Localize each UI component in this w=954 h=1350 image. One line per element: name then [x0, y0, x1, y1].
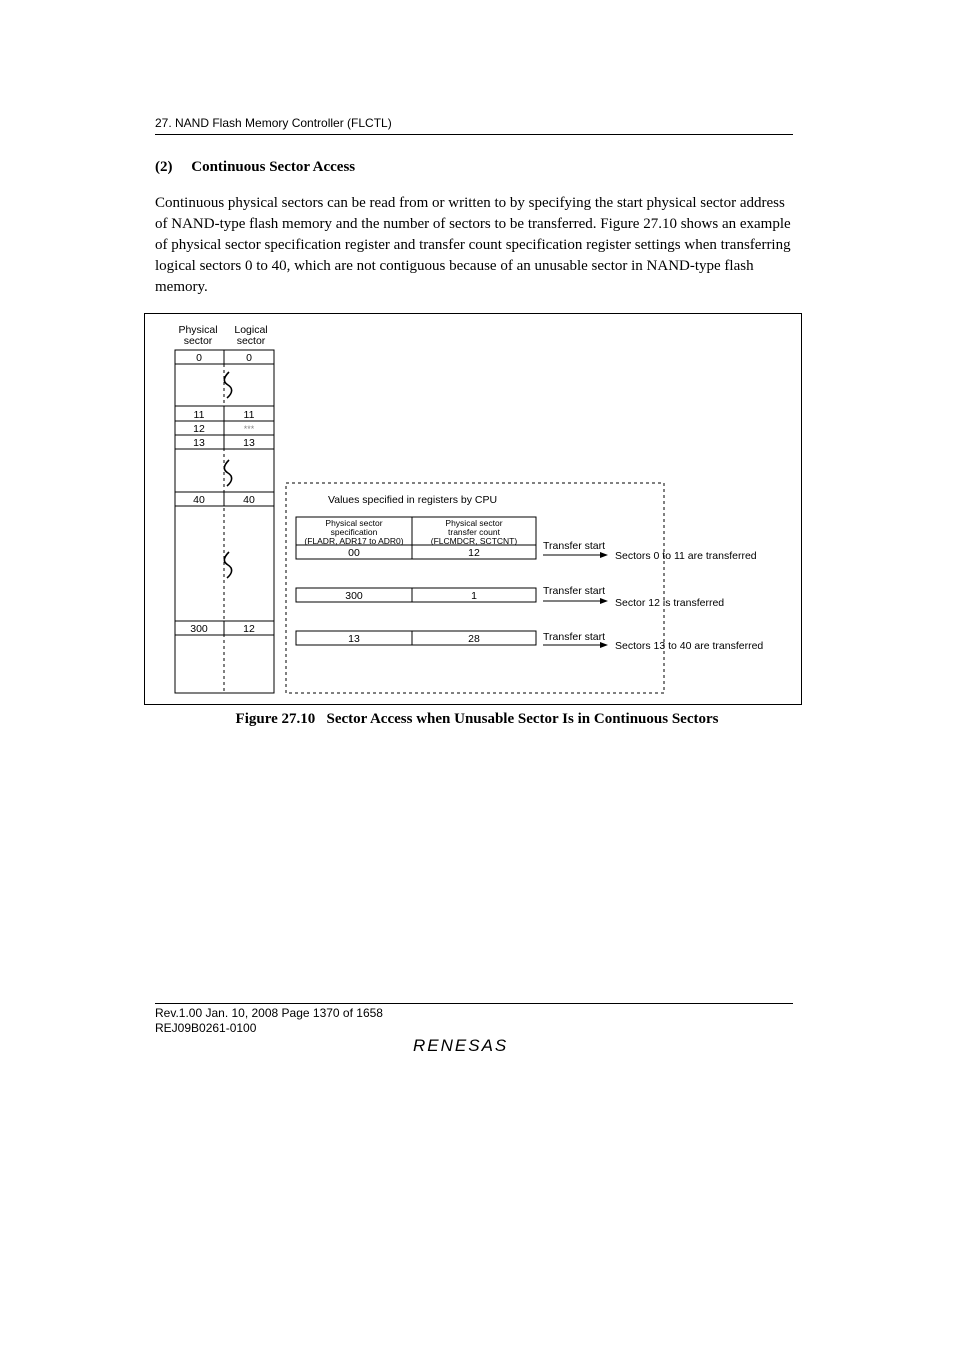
reg-header-spec-line2: specification	[330, 527, 378, 537]
row-40-physical: 40	[193, 494, 205, 506]
row-13-logical: 13	[243, 437, 255, 449]
section-heading: (2) Continuous Sector Access	[155, 159, 356, 175]
reg-header-count-line2: transfer count	[448, 527, 500, 537]
col-header-logical-line2: sector	[236, 335, 266, 347]
figure-caption: Figure 27.10 Sector Access when Unusable Sector Is in Continuous Sectors	[235, 711, 719, 727]
transfer-2-result: Sector 12 is transferred	[615, 597, 725, 609]
row-11-physical: 11	[193, 409, 205, 421]
reg-header-count-line3: (FLCMDCR, SCTCNT)	[430, 536, 518, 546]
footer-rule	[155, 1003, 793, 1004]
transfer-1-arrowhead	[600, 552, 608, 558]
transfer-1-label: Transfer start	[543, 540, 606, 552]
footer-document-number: REJ09B0261-0100	[155, 1021, 257, 1035]
row-0-physical: 0	[196, 352, 202, 364]
body-paragraph: Continuous physical sectors can be read from or written to by specifying the start physical sector address of NAND-type flash memory and the number of sectors to be transferred. Figure 27.10 shows an example of physical sector specification register and transfer count specification register settings when transferring logical sectors 0 to 40, which are not contiguous because of an unusable sector in NAND-type flash memory.	[155, 195, 791, 295]
transfer-3-result: Sectors 13 to 40 are transferred	[615, 640, 764, 652]
header-rule	[155, 134, 793, 135]
row-0-logical: 0	[246, 352, 252, 364]
row-11-logical: 11	[243, 409, 255, 421]
break-mark-1	[224, 372, 231, 398]
row-13-physical: 13	[193, 437, 205, 449]
figure-27-10	[144, 313, 802, 705]
transfer-1-spec: 00	[348, 547, 360, 559]
transfer-2-arrowhead	[600, 598, 608, 604]
break-mark-3	[224, 552, 231, 578]
transfer-3-label: Transfer start	[543, 631, 606, 643]
row-300-logical: 12	[243, 623, 255, 635]
registers-title: Values specified in registers by CPU	[328, 494, 498, 506]
transfer-2-count: 1	[471, 590, 477, 602]
transfer-3-count: 28	[468, 633, 480, 645]
row-12-logical-unusable: ***	[243, 424, 255, 434]
row-40-logical: 40	[243, 494, 255, 506]
renesas-logo-text: RENESAS	[413, 1036, 509, 1055]
footer-revision: Rev.1.00 Jan. 10, 2008 Page 1370 of 1658	[155, 1006, 383, 1020]
reg-header-count-line1: Physical sector	[445, 518, 503, 528]
break-mark-2	[224, 460, 231, 486]
reg-header-spec-line3: (FLADR, ADR17 to ADR0)	[304, 536, 404, 546]
renesas-logo	[411, 1034, 535, 1056]
reg-header-spec-line1: Physical sector	[325, 518, 383, 528]
figure-diagram	[145, 314, 803, 706]
row-12-physical: 12	[193, 423, 205, 435]
transfer-1-count: 12	[468, 547, 480, 559]
transfer-2-label: Transfer start	[543, 585, 606, 597]
row-300-physical: 300	[190, 623, 208, 635]
col-header-physical-line1: Physical	[178, 324, 218, 336]
col-header-logical-line1: Logical	[234, 324, 268, 336]
col-header-physical-line2: sector	[183, 335, 213, 347]
transfer-2-spec: 300	[345, 590, 363, 602]
transfer-3-spec: 13	[348, 633, 360, 645]
transfer-1-result: Sectors 0 to 11 are transferred	[615, 550, 757, 562]
running-header: 27. NAND Flash Memory Controller (FLCTL)	[155, 116, 392, 130]
